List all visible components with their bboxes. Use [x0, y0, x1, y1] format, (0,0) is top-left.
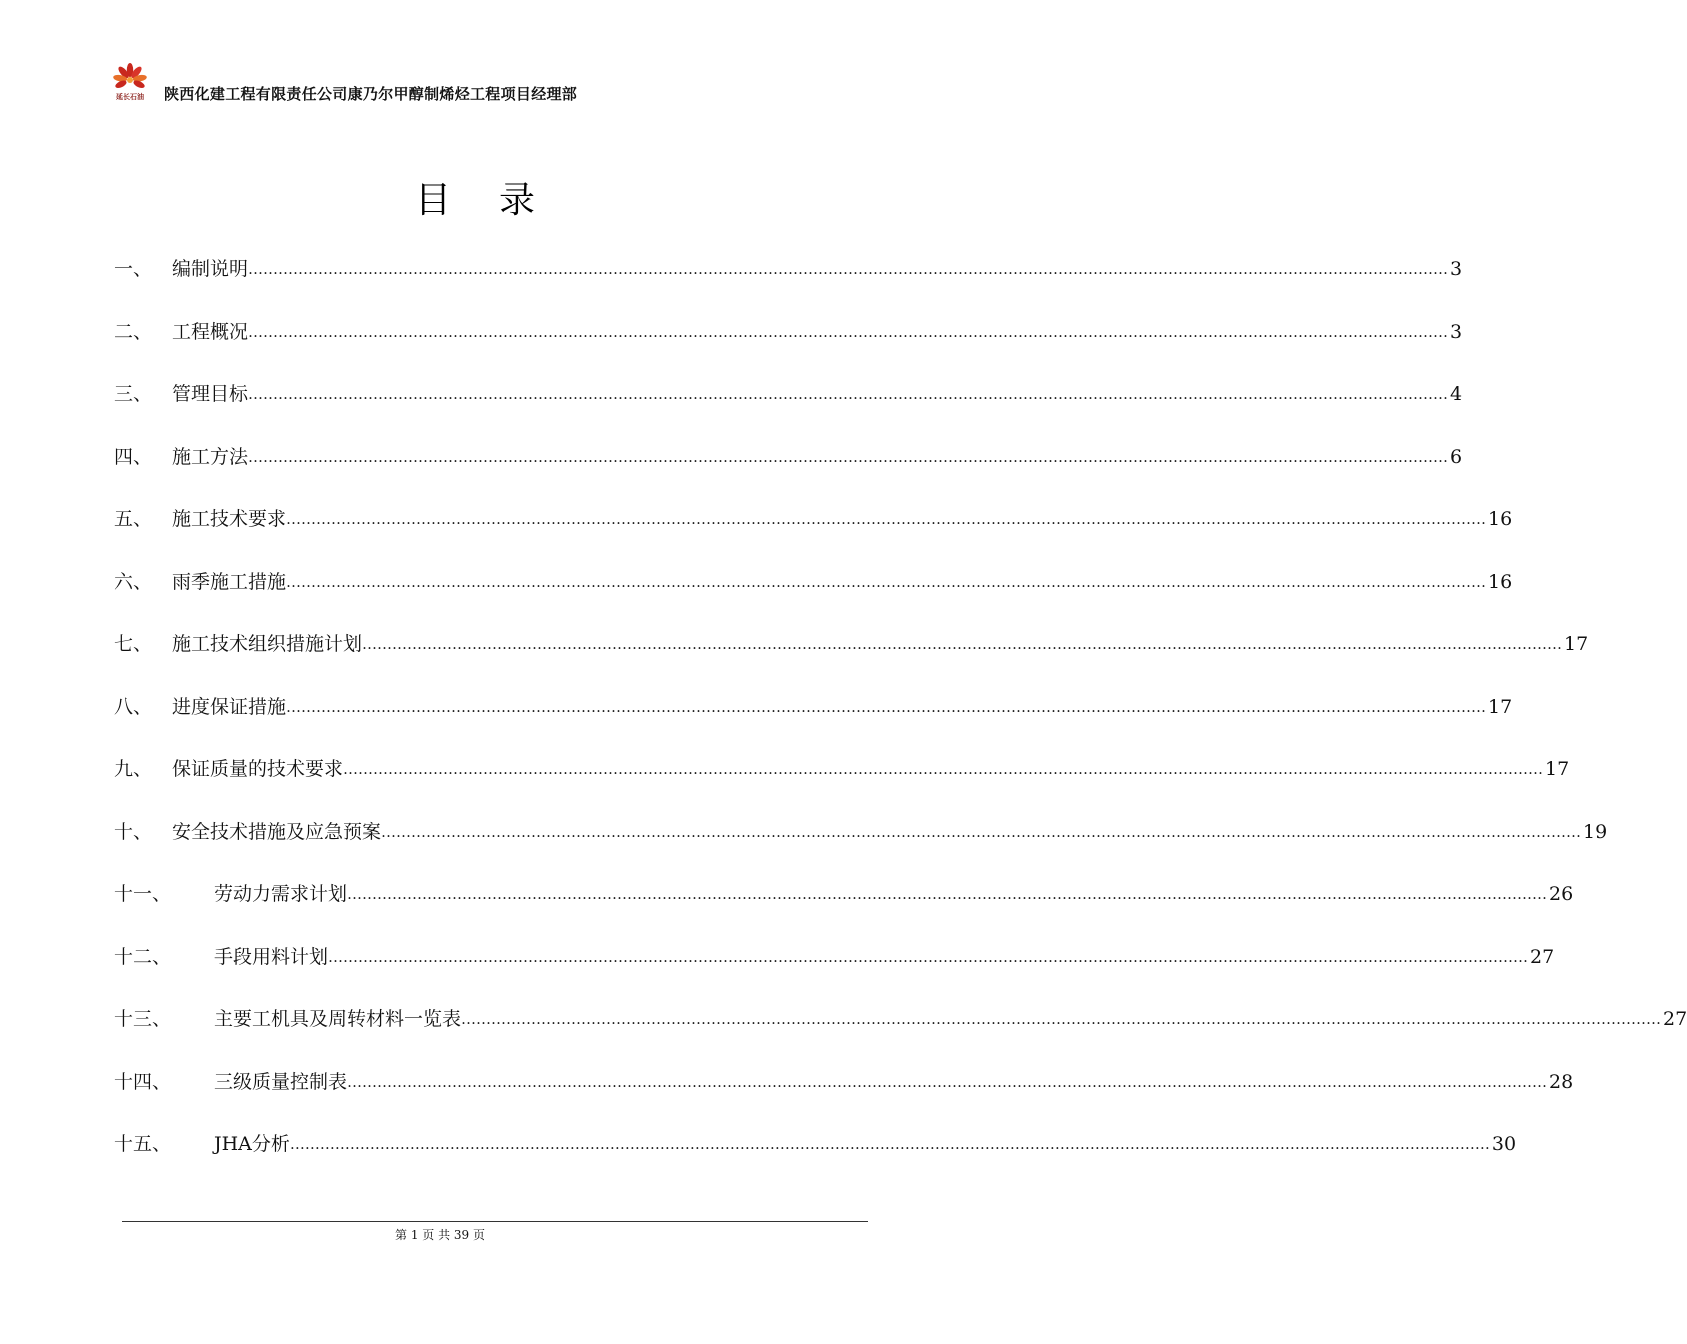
toc-row	[114, 563, 1513, 626]
toc-row	[114, 750, 1570, 813]
toc-page-number: 16	[1488, 570, 1513, 593]
toc-row	[114, 1000, 1687, 1063]
toc-number: 五、	[114, 508, 153, 530]
toc-entry[interactable]	[214, 875, 1574, 913]
toc-entry[interactable]	[172, 250, 1463, 288]
toc-row	[114, 688, 1513, 751]
toc-leader-dots: ……………………………………………………………………………………………………………………………………………………………………………………………………………………	[362, 635, 1563, 653]
toc-leader-dots: ……………………………………………………………………………………………………………………………………………………………………………………………………………………	[347, 885, 1548, 903]
toc-number: 十四、	[114, 1070, 172, 1093]
page-header	[110, 62, 577, 106]
toc-page-number: 4	[1450, 383, 1463, 405]
toc-leader-dots: ……………………………………………………………………………………………………………………………………………………………………………………………………………………	[248, 385, 1449, 403]
toc-leader-dots: ……………………………………………………………………………………………………………………………………………………………………………………………………………………	[343, 760, 1544, 778]
toc-entry[interactable]	[172, 750, 1570, 788]
toc-number: 一、	[114, 258, 153, 280]
toc-label: 主要工机具及周转材料一览表	[214, 1008, 462, 1030]
toc-entry[interactable]	[172, 500, 1513, 538]
toc-leader-dots: ……………………………………………………………………………………………………………………………………………………………………………………………………………………	[248, 322, 1449, 341]
toc-entry[interactable]	[214, 1125, 1517, 1163]
toc-leader-dots: ……………………………………………………………………………………………………………………………………………………………………………………………………………………	[286, 510, 1487, 528]
toc-page-number: 28	[1549, 1070, 1574, 1093]
toc-number: 四、	[114, 445, 153, 468]
toc-page-number: 17	[1545, 758, 1570, 780]
toc-page-number: 26	[1549, 883, 1574, 905]
toc-entry[interactable]	[214, 1000, 1687, 1038]
table-of-contents	[114, 250, 1687, 1188]
toc-entry[interactable]	[172, 313, 1463, 351]
toc-number: 九、	[114, 758, 153, 780]
toc-page-number: 27	[1530, 945, 1555, 968]
toc-number: 十一、	[114, 883, 172, 905]
logo-text: 延长石油	[116, 93, 144, 101]
toc-number: 十二、	[114, 945, 172, 968]
toc-entry[interactable]	[172, 625, 1589, 663]
toc-entry[interactable]	[172, 563, 1513, 601]
toc-leader-dots: ……………………………………………………………………………………………………………………………………………………………………………………………………………………	[461, 1010, 1662, 1028]
toc-label: 施工技术要求	[172, 508, 287, 530]
toc-page-number: 3	[1450, 320, 1463, 343]
toc-entry[interactable]	[214, 938, 1555, 976]
toc-label: 施工方法	[172, 445, 249, 468]
toc-row	[114, 250, 1463, 313]
toc-leader-dots: ……………………………………………………………………………………………………………………………………………………………………………………………………………………	[248, 260, 1449, 278]
toc-entry[interactable]	[172, 688, 1513, 726]
toc-label: 工程概况	[172, 320, 249, 343]
toc-entry[interactable]	[172, 375, 1463, 413]
sunflower-logo-icon	[112, 62, 148, 92]
toc-row	[114, 313, 1463, 376]
toc-number: 十三、	[114, 1008, 172, 1030]
toc-page-number: 3	[1450, 258, 1463, 280]
toc-label: 进度保证措施	[172, 695, 287, 718]
toc-page-number: 16	[1488, 508, 1513, 530]
toc-leader-dots: ……………………………………………………………………………………………………………………………………………………………………………………………………………………	[248, 447, 1449, 466]
toc-row	[114, 438, 1463, 501]
toc-entry[interactable]	[172, 813, 1608, 851]
toc-page-number: 17	[1488, 695, 1513, 718]
toc-row	[114, 1063, 1574, 1126]
toc-leader-dots: ……………………………………………………………………………………………………………………………………………………………………………………………………………………	[286, 697, 1487, 716]
toc-number: 八、	[114, 695, 153, 718]
toc-label: JHA分析	[214, 1133, 290, 1155]
toc-entry[interactable]	[172, 438, 1463, 476]
document-title: 目录	[414, 180, 583, 221]
toc-leader-dots: ……………………………………………………………………………………………………………………………………………………………………………………………………………………	[381, 822, 1582, 841]
toc-row	[114, 1125, 1517, 1188]
toc-number: 七、	[114, 633, 153, 655]
toc-leader-dots: ……………………………………………………………………………………………………………………………………………………………………………………………………………………	[347, 1072, 1548, 1091]
page-footer: 第 1 页 共 39 页	[395, 1228, 485, 1242]
toc-number: 十、	[114, 820, 153, 843]
toc-row	[114, 813, 1608, 876]
toc-row	[114, 875, 1574, 938]
toc-page-number: 6	[1450, 445, 1463, 468]
toc-number: 三、	[114, 383, 153, 405]
toc-entry[interactable]	[214, 1063, 1574, 1101]
toc-label: 安全技术措施及应急预案	[172, 820, 382, 843]
toc-page-number: 17	[1564, 633, 1589, 655]
toc-label: 管理目标	[172, 383, 249, 405]
toc-leader-dots: ……………………………………………………………………………………………………………………………………………………………………………………………………………………	[289, 1135, 1490, 1153]
footer-divider	[122, 1221, 868, 1222]
toc-page-number: 30	[1491, 1133, 1517, 1155]
toc-leader-dots: ……………………………………………………………………………………………………………………………………………………………………………………………………………………	[286, 572, 1487, 591]
toc-label: 雨季施工措施	[172, 570, 287, 593]
toc-row	[114, 375, 1463, 438]
toc-number: 六、	[114, 570, 153, 593]
toc-row	[114, 500, 1513, 563]
toc-label: 编制说明	[172, 258, 249, 280]
header-title: 陕西化建工程有限责任公司康乃尔甲醇制烯烃工程项目经理部	[164, 85, 578, 103]
toc-number: 十五、	[114, 1133, 172, 1155]
toc-number: 二、	[114, 320, 153, 343]
toc-row	[114, 938, 1555, 1001]
toc-row	[114, 625, 1589, 688]
toc-page-number: 27	[1663, 1008, 1687, 1030]
toc-page-number: 19	[1583, 820, 1608, 843]
toc-label: 劳动力需求计划	[214, 883, 348, 905]
toc-label: 保证质量的技术要求	[172, 758, 344, 780]
toc-label: 三级质量控制表	[214, 1070, 348, 1093]
toc-leader-dots: ……………………………………………………………………………………………………………………………………………………………………………………………………………………	[328, 947, 1529, 966]
toc-label: 手段用料计划	[214, 945, 329, 968]
toc-label: 施工技术组织措施计划	[172, 633, 363, 655]
company-logo	[110, 62, 150, 106]
